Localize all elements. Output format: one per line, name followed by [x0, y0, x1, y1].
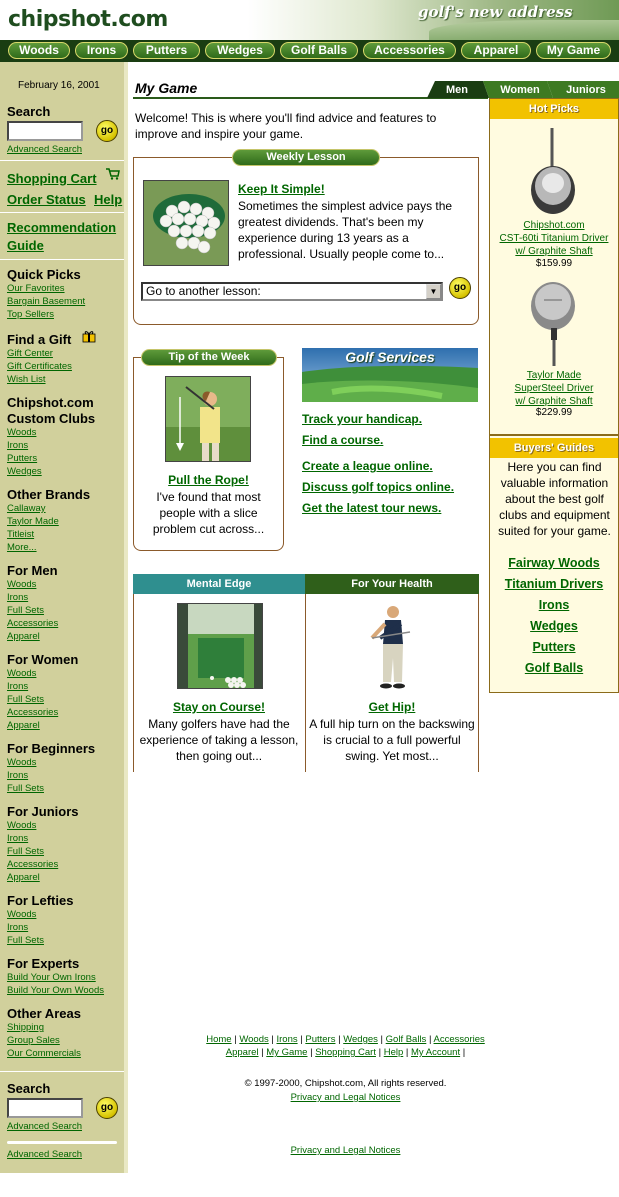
shopping-cart-link[interactable]: Shopping Cart — [7, 171, 97, 186]
welcome-text: Welcome! This is where you'll find advice and features to improve and inspire your game. — [135, 111, 437, 141]
footer-link[interactable]: Accessories — [433, 1034, 485, 1045]
health-title-link[interactable]: Get Hip! — [368, 700, 416, 714]
for-beginners-link[interactable]: Woods — [7, 757, 37, 768]
lesson-select[interactable] — [141, 282, 443, 301]
privacy-line — [128, 1092, 563, 1103]
mental-edge-title-link[interactable]: Stay on Course! — [172, 700, 265, 714]
shopping-cart-icon[interactable] — [106, 168, 120, 183]
product-price: $229.99 — [535, 407, 573, 418]
for-beginners-title: For Beginners — [7, 741, 96, 756]
other-brands-link[interactable]: Titleist — [7, 529, 35, 540]
custom-clubs-title: Chipshot.com — [7, 395, 94, 410]
footer-link[interactable]: My Game — [266, 1047, 308, 1058]
for-women-title: For Women — [7, 652, 79, 667]
help-link[interactable]: Help — [94, 192, 123, 207]
nav-apparel[interactable]: Apparel — [461, 42, 531, 59]
mental-edge-image[interactable] — [177, 603, 263, 689]
for-experts-title: For Experts — [7, 956, 80, 971]
other-brands-link[interactable]: Taylor Made — [7, 516, 59, 527]
lesson-summary: Sometimes the simplest advice pays the greatest dividends. That's been my experience during 13 years as a professional. Usually people come to... — [238, 199, 453, 261]
footer-nav-row-1: Home | Woods | Irons | Putters | Wedges | Golf Balls | Accessories — [206, 1034, 485, 1045]
search-bottom-input[interactable] — [7, 1098, 83, 1118]
right-divider — [490, 434, 618, 436]
product-name-line[interactable]: CST-60ti Titanium Driver — [499, 233, 609, 244]
top-nav — [0, 40, 619, 62]
find-gift-title: Find a Gift — [7, 332, 72, 347]
nav-putters[interactable]: Putters — [133, 42, 200, 59]
buyers-guides-header: Buyers' Guides — [490, 438, 618, 458]
site-tagline: golf's new address — [418, 3, 573, 21]
other-areas-title: Other Areas — [7, 1006, 81, 1021]
golf-services-link[interactable]: Discuss golf topics online. — [302, 480, 455, 494]
custom-clubs-link[interactable]: Irons — [7, 440, 29, 451]
sidebar-divider — [0, 160, 124, 161]
for-experts-link[interactable]: Build Your Own Woods — [7, 985, 104, 996]
golf-services-label: Golf Services — [345, 349, 435, 365]
order-status-link[interactable]: Order Status — [7, 192, 86, 207]
product-name-line[interactable]: Taylor Made — [526, 370, 582, 381]
health-header: For Your Health — [305, 574, 479, 594]
for-women-link[interactable]: Irons — [7, 681, 29, 692]
footer-link[interactable]: Help — [383, 1047, 404, 1058]
driver-image-2[interactable] — [522, 280, 584, 368]
for-women-link[interactable]: Accessories — [7, 707, 59, 718]
site-header — [0, 0, 619, 40]
custom-clubs-link[interactable]: Putters — [7, 453, 38, 464]
product-name-line[interactable]: Chipshot.com — [523, 220, 585, 231]
for-women-link[interactable]: Full Sets — [7, 694, 44, 705]
for-lefties-link[interactable]: Woods — [7, 909, 37, 920]
page-title: My Game — [135, 80, 198, 96]
product-name-line[interactable]: w/ Graphite Shaft — [515, 396, 593, 407]
gift-icon — [82, 329, 96, 346]
bottom-frame-left — [133, 594, 134, 772]
footer-link[interactable]: Home — [206, 1034, 232, 1045]
search-go-button[interactable]: go — [96, 120, 118, 142]
for-beginners-link[interactable]: Full Sets — [7, 783, 44, 794]
lesson-title-link[interactable]: Keep It Simple! — [238, 182, 325, 196]
buyers-guides-text: Here you can find valuable information about the best golf clubs and equipment suited for your game. — [498, 460, 611, 538]
privacy-link[interactable]: Privacy and Legal Notices — [290, 1092, 401, 1103]
tip-summary: I've found that most people with a slice problem cut across... — [152, 490, 265, 536]
tip-title-link[interactable]: Pull the Rope! — [168, 473, 249, 487]
nav-golf-balls[interactable]: Golf Balls — [280, 42, 358, 59]
footer-link[interactable]: Shopping Cart — [315, 1047, 376, 1058]
health-summary: A full hip turn on the backswing is crucial to a full powerful swing. Yet most... — [309, 717, 475, 763]
current-date: February 16, 2001 — [18, 80, 100, 91]
tab-men[interactable]: Men — [446, 84, 468, 96]
golf-services-banner[interactable] — [302, 348, 478, 402]
footer-nav-row-2: Apparel | My Game | Shopping Cart | Help | My Account | — [225, 1047, 466, 1058]
recommendation-guide-link[interactable]: Recommendation — [7, 220, 117, 235]
for-women-link[interactable]: Apparel — [7, 720, 40, 731]
product-name-line[interactable]: SuperSteel Driver — [514, 383, 594, 394]
sidebar-divider — [7, 1141, 117, 1144]
sidebar-divider — [0, 1071, 124, 1072]
nav-irons[interactable]: Irons — [75, 42, 128, 59]
other-areas-link[interactable]: Group Sales — [7, 1035, 60, 1046]
sidebar-edge — [124, 62, 128, 1173]
lesson-go-button[interactable]: go — [449, 277, 471, 299]
search-input[interactable] — [7, 121, 83, 141]
for-men-link[interactable]: Irons — [7, 592, 29, 603]
for-juniors-link[interactable]: Full Sets — [7, 846, 44, 857]
for-men-link[interactable]: Accessories — [7, 618, 59, 629]
nav-wedges[interactable]: Wedges — [205, 42, 275, 59]
custom-clubs-title-2: Custom Clubs — [7, 411, 96, 426]
for-women-link[interactable]: Woods — [7, 668, 37, 679]
other-areas-link[interactable]: Shipping — [7, 1022, 44, 1033]
chevron-down-icon[interactable]: ▼ — [426, 284, 441, 299]
product-price: $159.99 — [535, 258, 573, 269]
product-name-line[interactable]: w/ Graphite Shaft — [515, 246, 593, 257]
search-title: Search — [7, 104, 51, 119]
other-areas-link[interactable]: Our Commercials — [7, 1048, 81, 1059]
mental-edge-header: Mental Edge — [133, 574, 305, 594]
golf-services-link[interactable]: Create a league online. — [302, 459, 433, 473]
copyright: © 1997-2000, Chipshot.com, All rights reserved. — [244, 1078, 447, 1089]
footer-link[interactable]: Putters — [305, 1034, 336, 1045]
privacy-line-2 — [128, 1145, 563, 1156]
guide-link[interactable]: Wedges — [530, 619, 578, 633]
tab-women[interactable]: Women — [500, 84, 540, 96]
custom-clubs-link[interactable]: Wedges — [7, 466, 42, 477]
site-logo[interactable]: chipshot.com — [8, 7, 168, 32]
advanced-search-bottom-link-2[interactable]: Advanced Search — [7, 1149, 82, 1160]
for-lefties-link[interactable]: Full Sets — [7, 935, 44, 946]
for-juniors-link[interactable]: Apparel — [7, 872, 40, 883]
footer-link[interactable]: Woods — [239, 1034, 269, 1045]
hot-picks-header: Hot Picks — [490, 99, 618, 119]
footer-link[interactable]: Golf Balls — [385, 1034, 427, 1045]
for-juniors-title: For Juniors — [7, 804, 79, 819]
footer-link[interactable]: Irons — [276, 1034, 298, 1045]
search-bottom-title: Search — [7, 1081, 51, 1096]
for-lefties-title: For Lefties — [7, 893, 74, 908]
lesson-image[interactable] — [143, 180, 229, 266]
quick-picks-link[interactable]: Our Favorites — [7, 283, 65, 294]
for-men-link[interactable]: Woods — [7, 579, 37, 590]
quick-picks-title: Quick Picks — [7, 267, 81, 282]
custom-clubs-link[interactable]: Woods — [7, 427, 37, 438]
quick-picks-link[interactable]: Top Sellers — [7, 309, 54, 320]
for-juniors-link[interactable]: Woods — [7, 820, 37, 831]
advanced-search-link[interactable]: Advanced Search — [7, 144, 82, 155]
footer-link[interactable]: My Account — [411, 1047, 461, 1058]
tab-juniors[interactable]: Juniors — [566, 84, 606, 96]
nav-woods[interactable]: Woods — [8, 42, 70, 59]
find-gift-link[interactable]: Gift Center — [7, 348, 53, 359]
guide-link[interactable]: Irons — [538, 598, 570, 612]
other-brands-title: Other Brands — [7, 487, 91, 502]
advanced-search-bottom-link[interactable]: Advanced Search — [7, 1121, 82, 1132]
for-men-link[interactable]: Apparel — [7, 631, 40, 642]
guide-link[interactable]: Fairway Woods — [508, 556, 600, 570]
footer-link[interactable]: Apparel — [225, 1047, 259, 1058]
nav-my-game[interactable]: My Game — [536, 42, 611, 59]
sidebar-divider — [0, 212, 124, 213]
quick-picks-link[interactable]: Bargain Basement — [7, 296, 86, 307]
health-image[interactable] — [350, 602, 436, 690]
bottom-frame-right — [478, 594, 479, 772]
find-gift-link[interactable]: Gift Certificates — [7, 361, 72, 372]
golf-services-link[interactable]: Find a course. — [302, 433, 384, 447]
golf-services-link[interactable]: Track your handicap. — [302, 412, 423, 426]
driver-image-1[interactable] — [522, 128, 584, 216]
find-gift-link[interactable]: Wish List — [7, 374, 46, 385]
for-men-title: For Men — [7, 563, 58, 578]
footer-link[interactable]: Wedges — [343, 1034, 378, 1045]
for-juniors-link[interactable]: Accessories — [7, 859, 59, 870]
bottom-frame-middle — [305, 594, 306, 772]
guide-link[interactable]: Putters — [532, 640, 576, 654]
header-fairway-image — [429, 20, 619, 40]
guide-link[interactable]: Golf Balls — [524, 661, 584, 675]
lesson-select-value: Go to another lesson: — [146, 284, 261, 298]
sidebar-divider — [0, 259, 124, 260]
for-experts-link[interactable]: Build Your Own Irons — [7, 972, 96, 983]
nav-accessories[interactable]: Accessories — [363, 42, 456, 59]
for-juniors-link[interactable]: Irons — [7, 833, 29, 844]
weekly-lesson-label: Weekly Lesson — [232, 149, 380, 166]
tip-image[interactable] — [165, 376, 251, 462]
for-beginners-link[interactable]: Irons — [7, 770, 29, 781]
other-brands-link[interactable]: More... — [7, 542, 37, 553]
for-men-link[interactable]: Full Sets — [7, 605, 44, 616]
search-bottom-go-button[interactable]: go — [96, 1097, 118, 1119]
for-lefties-link[interactable]: Irons — [7, 922, 29, 933]
mental-edge-summary: Many golfers have had the experience of taking a lesson, then going out... — [139, 717, 299, 763]
recommendation-guide-link-2[interactable]: Guide — [7, 238, 44, 253]
tip-label: Tip of the Week — [141, 349, 277, 366]
other-brands-link[interactable]: Callaway — [7, 503, 46, 514]
guide-link[interactable]: Titanium Drivers — [504, 577, 604, 591]
golf-services-link[interactable]: Get the latest tour news. — [302, 501, 442, 515]
privacy-link-2[interactable]: Privacy and Legal Notices — [290, 1145, 401, 1156]
